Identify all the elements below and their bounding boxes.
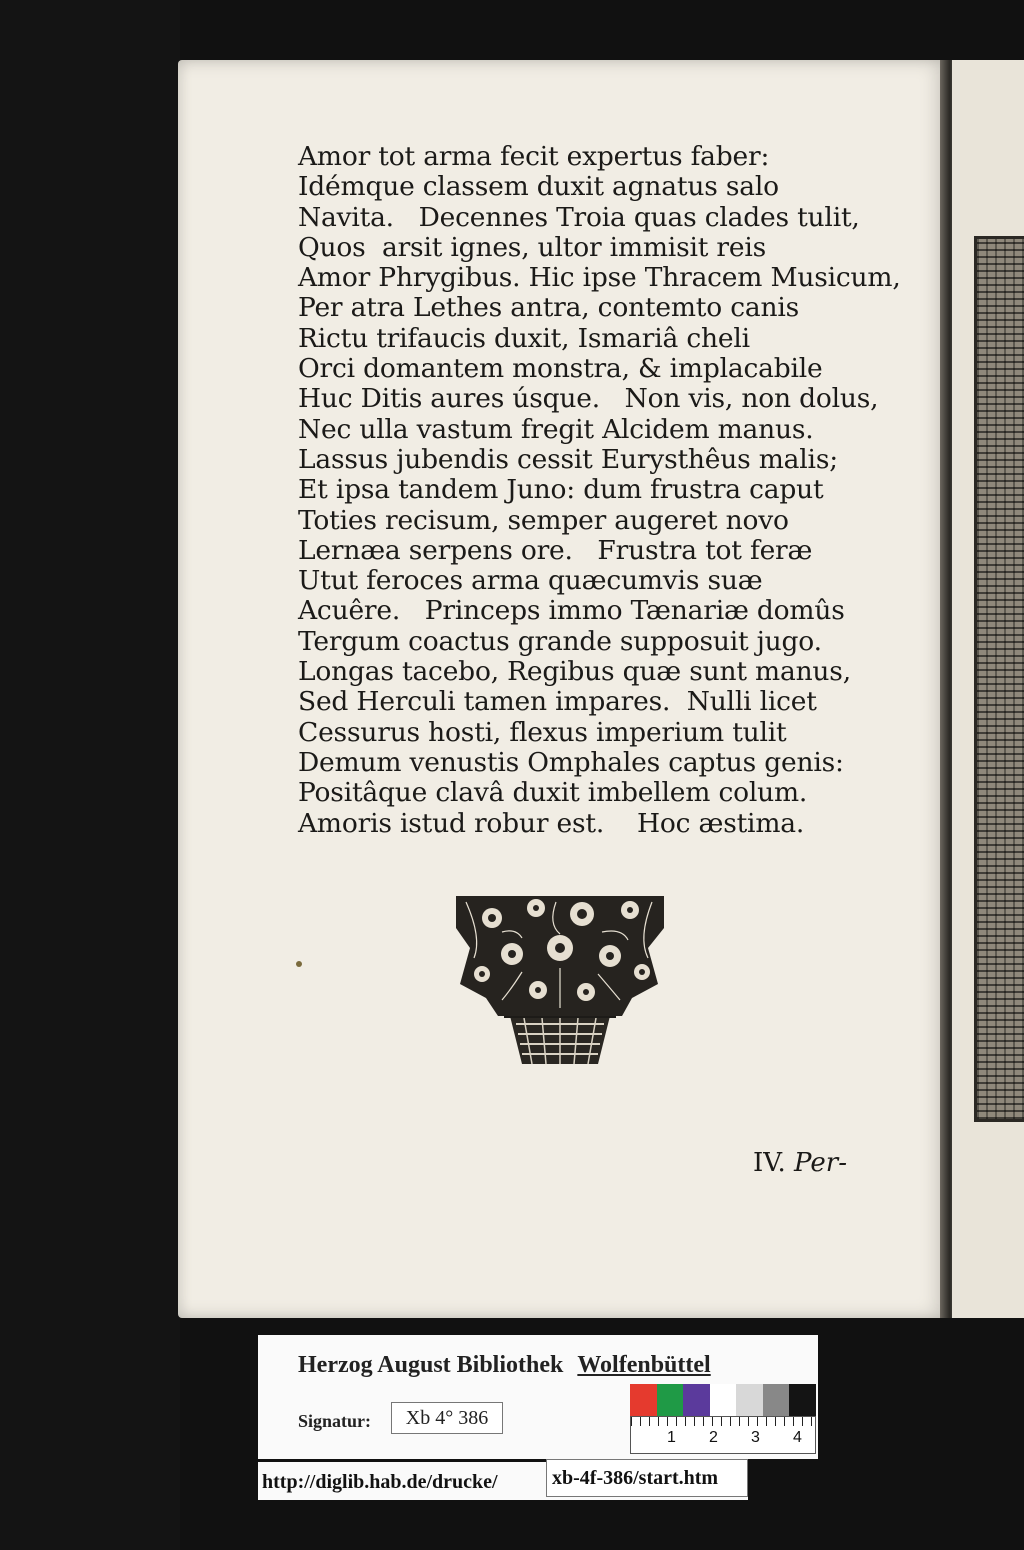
scale-ruler — [630, 1416, 816, 1454]
poem-line: Et ipsa tandem Juno: dum frustra caput — [298, 474, 824, 506]
color-calibration-swatches — [630, 1384, 816, 1416]
catchword-numeral: IV. — [753, 1148, 786, 1178]
color-swatch — [630, 1384, 657, 1416]
color-swatch — [763, 1384, 790, 1416]
facing-page-engraving — [974, 236, 1024, 1122]
color-swatch — [736, 1384, 763, 1416]
poem-line: Utut feroces arma quæcumvis suæ — [298, 565, 763, 597]
url-suffix[interactable]: xb-4f-386/start.htm — [546, 1459, 748, 1497]
poem-line: Amor Phrygibus. Hic ipse Thracem Musicum, — [298, 262, 901, 294]
signature-label: Signatur: — [298, 1411, 372, 1431]
poem-line: Quos arsit ignes, ultor immisit reis — [298, 231, 767, 263]
poem-line: Cessurus hosti, flexus imperium tulit — [298, 716, 787, 748]
ruler-number: 3 — [751, 1429, 760, 1446]
library-city: Wolfenbüttel — [577, 1352, 711, 1378]
poem-line: Lassus jubendis cessit Eurysthêus malis; — [298, 443, 838, 475]
poem-line: Orci domantem monstra, & implacabile — [298, 353, 823, 385]
ruler-ticks — [631, 1417, 815, 1426]
poem-line: Acuêre. Princeps immo Tænariæ domûs — [298, 595, 845, 627]
poem-line: Nec ulla vastum fregit Alcidem manus. — [298, 413, 814, 445]
ink-spot — [296, 961, 302, 967]
ruler-number: 2 — [709, 1429, 718, 1446]
catchword-word: Per- — [794, 1148, 847, 1178]
library-title — [298, 1352, 711, 1379]
ruler-number: 4 — [793, 1429, 802, 1446]
poem-line: Demum venustis Omphales captus genis: — [298, 746, 844, 778]
poem-text — [298, 141, 901, 839]
poem-line: Tergum coactus grande supposuit jugo. — [298, 625, 822, 657]
poem-line: Positâque clavâ duxit imbellem colum. — [298, 777, 808, 809]
color-swatch — [657, 1384, 684, 1416]
color-swatch — [789, 1384, 816, 1416]
poem-line: Rictu trifaucis duxit, Ismariâ cheli — [298, 322, 750, 354]
poem-line: Lernæa serpens ore. Frustra tot feræ — [298, 534, 813, 566]
signature-value: Xb 4° 386 — [391, 1402, 503, 1434]
poem-line: Per atra Lethes antra, contemto canis — [298, 292, 800, 324]
color-swatch — [710, 1384, 737, 1416]
poem-line: Idémque classem duxit agnatus salo — [298, 171, 779, 203]
flower-basket-icon — [452, 888, 668, 1084]
ruler-number: 1 — [667, 1429, 676, 1446]
color-swatch — [683, 1384, 710, 1416]
poem-line: Longas tacebo, Regibus quæ sunt manus, — [298, 656, 851, 688]
poem-line: Navita. Decennes Troia quas clades tulit, — [298, 201, 860, 233]
scan-background — [0, 0, 180, 1550]
poem-line: Amor tot arma fecit expertus faber: — [298, 141, 770, 172]
poem-line: Sed Herculi tamen impares. Nulli licet — [298, 686, 817, 718]
library-name: Herzog August Bibliothek — [298, 1352, 564, 1378]
poem-line: Huc Ditis aures úsque. Non vis, non dolus, — [298, 383, 879, 415]
catchword — [753, 1148, 847, 1178]
poem-line: Toties recisum, semper augeret novo — [298, 504, 789, 536]
poem-line: Amoris istud robur est. Hoc æstima. — [298, 807, 805, 839]
url-prefix[interactable]: http://diglib.hab.de/drucke/ — [262, 1471, 498, 1493]
